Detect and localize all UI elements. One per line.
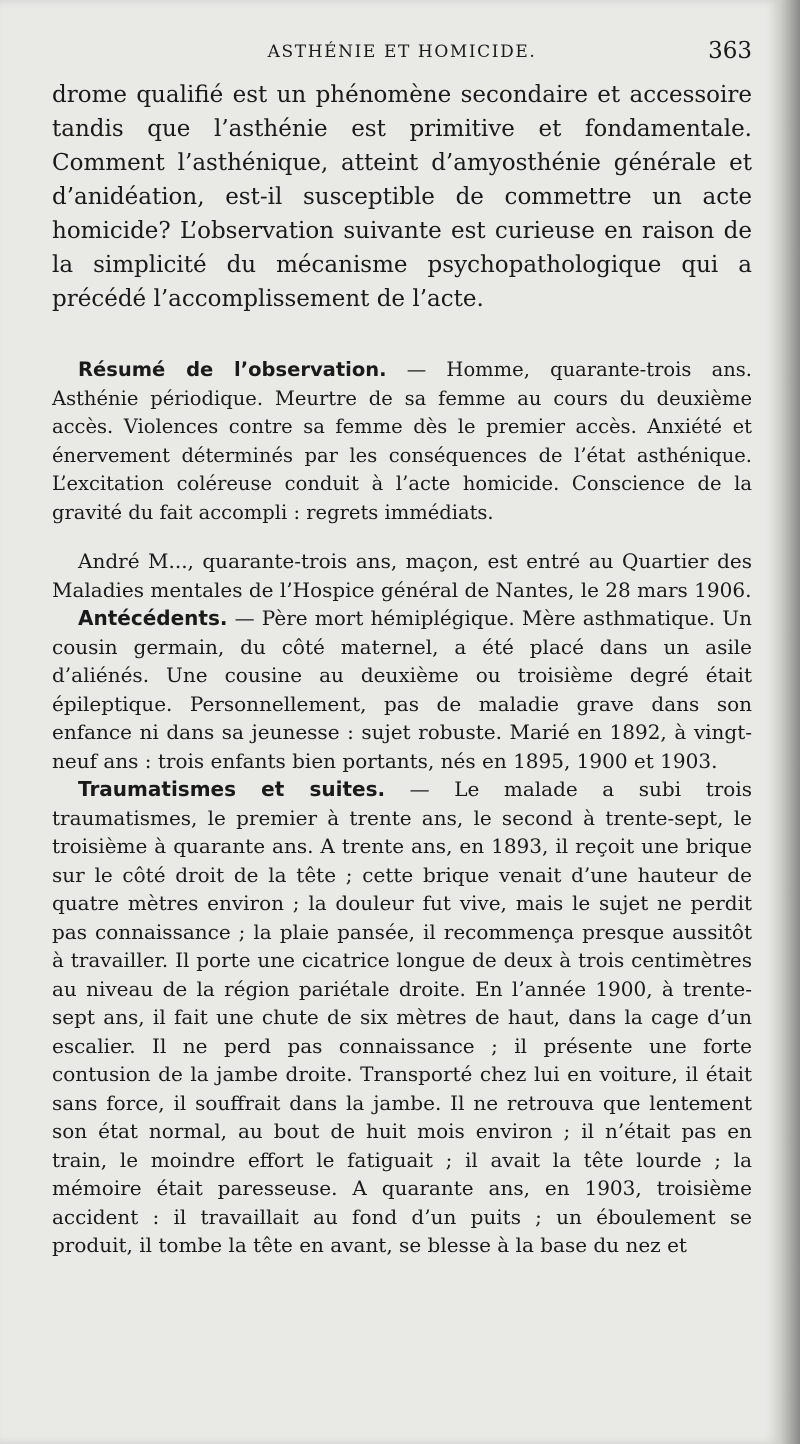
resume-text: — Homme, quarante-trois ans. Asthénie périodique. Meurtre de sa femme au cours du deuxième accès. Violences contre sa femme dès le premier accès. Anxiété et énervement déterminés par les conséquences de l’état asthénique. L’excitation coléreuse conduit à l’acte homicide. Conscience de la gravité du fait accompli : regrets immédiats. — [52, 358, 752, 524]
scan-edge — [780, 0, 800, 1444]
traumatismes-paragraph — [52, 775, 752, 1260]
page-body — [52, 78, 752, 1260]
antecedents-paragraph — [52, 604, 752, 775]
traumatismes-text: — Le malade a subi trois traumatismes, le premier à trente ans, le second à trente-sept, le troisième à quarante ans. A trente ans, en 1893, il reçoit une brique sur le côté droit de la tête ; cette brique venait d’une hauteur de quatre mètres environ ; la douleur fut vive, mais le sujet ne perdit pas connaissance ; la plaie pansée, il recommença presque aussitôt à travailler. Il porte une cicatrice longue de deux à trois centimètres au niveau de la région pariétale droite. En l’année 1900, à trente-sept ans, il fait une chute de six mètres de haut, dans la cage d’un escalier. Il ne perd pas connaissance ; il présente une forte contusion de la jambe droite. Transporté chez lui en voiture, il était sans force, il souffrait dans la jambe. Il ne retrouva que lentement son état normal, au bout de huit mois environ ; il n’était pas en train, le moindre effort le fatiguait ; il avait la tête lourde ; la mémoire était paresseuse. A quarante ans, en 1903, troisième accident : il travaillait au fond d’un puits ; un éboulement se produit, il tombe la tête en avant, se blesse à la base du nez et — [52, 777, 752, 1257]
resume-heading: Résumé de l’observation. — [78, 358, 387, 381]
running-title: ASTHÉNIE ET HOMICIDE. — [267, 42, 537, 62]
traumatismes-heading: Traumatismes et suites. — [78, 777, 386, 801]
patient-paragraph: André M..., quarante-trois ans, maçon, est entré au Quartier des Maladies mentales de l’Hospice général de Nantes, le 28 mars 1906. — [52, 549, 752, 602]
intro-paragraph: drome qualifié est un phénomène secondaire et accessoire tandis que l’asthénie est primitive et fondamentale. Comment l’asthénique, atteint d’amyosthénie générale et d’anidéation, est-il susceptible de commettre un acte homicide? L’observation suivante est curieuse en raison de la simplicité du mécanisme psychopathologique qui a précédé l’accomplissement de l’acte. — [52, 82, 752, 312]
antecedents-heading: Antécédents. — [78, 606, 228, 630]
antecedents-text: — Père mort hémiplégique. Mère asthmatique. Un cousin germain, du côté maternel, a été placé dans un asile d’aliénés. Une cousine au deuxième ou troisième degré était épileptique. Personnellement, pas de maladie grave dans son enfance ni dans sa jeunesse : sujet robuste. Marié en 1892, à vingt-neuf ans : trois enfants bien portants, nés en 1895, 1900 et 1903. — [52, 606, 752, 773]
page-header — [52, 38, 752, 68]
page-number: 363 — [708, 38, 752, 64]
resume-paragraph — [52, 356, 752, 527]
